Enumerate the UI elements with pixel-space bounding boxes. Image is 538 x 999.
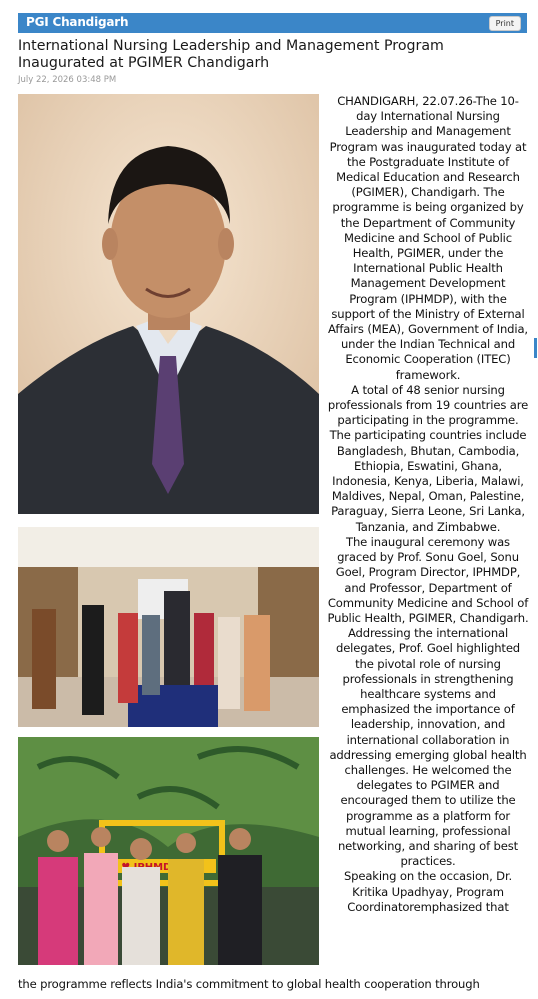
article-paragraph: CHANDIGARH, 22.07.26-The 10-day International Nursing Leadership and Management Program was inaugurated today at the Postgraduate Institute of Medical Education and Research (PGIMER), Chandigarh. The programme is being organized by the Department of Community Medicine and School of Public Health, PGIMER, under the International Public Health Management Development Program (IPHMDP), with the support of the Ministry of External Affairs (MEA), Government of India, under the Indian Technical and Economic Cooperation (ITEC) framework. bbox=[328, 94, 528, 382]
site-brand[interactable]: PGI Chandigarh bbox=[26, 15, 129, 29]
article-date: July 22, 2026 03:48 PM bbox=[18, 75, 117, 85]
article-continuation: the programme reflects India's commitment to global health cooperation through bbox=[18, 977, 480, 991]
print-button[interactable]: Print bbox=[489, 16, 521, 31]
article-headline: International Nursing Leadership and Management Program Inaugurated at PGIMER Chandigarh bbox=[18, 38, 444, 71]
article-paragraph: Speaking on the occasion, Dr. Kritika Upadhyay, Program Coordinatoremphasized that bbox=[343, 869, 513, 914]
group-photo-garden bbox=[18, 737, 319, 965]
portrait-photo bbox=[18, 94, 319, 514]
article-body bbox=[327, 94, 529, 915]
article-paragraph: A total of 48 senior nursing professionals from 19 countries are participating in the programme. The participating countries include Bangladesh, Bhutan, Cambodia, Ethiopia, Eswatini, Ghana, Indonesia, Kenya, Liberia, Malawi, Maldives, Nepal, Oman, Palestine, Paraguay, Sierra Leone, Sri Lanka, Tanzania, and Zimbabwe. bbox=[327, 382, 529, 534]
scroll-indicator[interactable] bbox=[534, 338, 537, 358]
article-paragraph: The inaugural ceremony was graced by Prof. Sonu Goel, Sonu Goel, Program Director, IPHMDP, and Professor, Department of Community Medicine and School of Public Health, PGIMER, Chandigarh. Addressing the international delegates, Prof. Goel highlighted the pivotal role of nursing professionals in strengthening healthcare systems and emphasized the importance of leadership, innovation, and international collaboration in addressing emerging global health challenges. He welcomed the delegates to PGIMER and encouraged them to utilize the programme as a platform for mutual learning, professional networking, and sharing of best practices. bbox=[327, 534, 529, 869]
group-photo-hall bbox=[18, 527, 319, 727]
masthead-bar bbox=[18, 13, 527, 33]
